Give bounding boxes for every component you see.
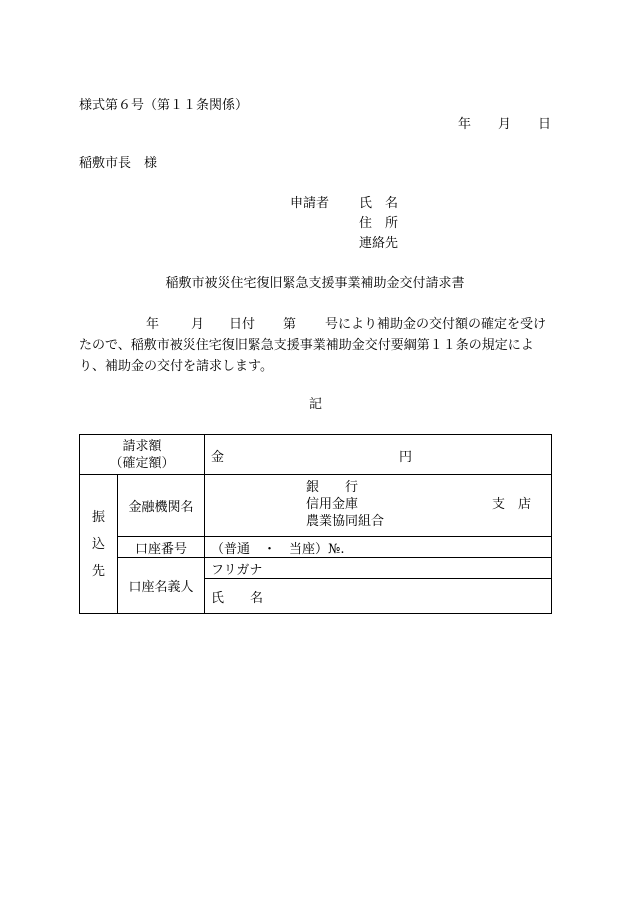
form-number: 様式第６号（第１１条関係） xyxy=(79,98,249,113)
date-month: 月 xyxy=(498,117,512,132)
body-paragraph xyxy=(79,314,551,377)
date-day: 日 xyxy=(538,117,552,132)
applicant-name: 氏 名 xyxy=(359,196,399,211)
amount-unit: 円 xyxy=(399,449,413,465)
ref-month: 月 xyxy=(191,317,205,332)
transfer-table xyxy=(79,434,552,614)
date-year: 年 xyxy=(458,117,472,132)
body-line: り、補助金の交付を請求します。 xyxy=(79,359,273,374)
applicant-label: 申請者 xyxy=(290,196,330,211)
ref-day: 日付 xyxy=(229,317,256,332)
account-type: （普通 ・ 当座）№. xyxy=(205,537,552,558)
institution-type-bank: 銀 行 xyxy=(306,479,359,495)
institution-type-nokyo: 農業協同組合 xyxy=(306,513,385,529)
furikomi-char: 込 xyxy=(91,536,105,552)
branch-label: 支 店 xyxy=(492,496,532,512)
amount-value-cell xyxy=(205,435,552,475)
body-first-line xyxy=(79,314,551,335)
addressee: 稲敷市長 様 xyxy=(79,156,158,171)
amount-sublabel: （確定額） xyxy=(109,455,175,471)
body-line: たので、稲敷市被災住宅復旧緊急支援事業補助金交付要綱第１１条の規定によ xyxy=(79,338,534,353)
furikomi-cell xyxy=(80,475,118,614)
document-title: 稲敷市被災住宅復旧緊急支援事業補助金交付請求書 xyxy=(165,276,465,291)
institution-type-shinkin: 信用金庫 xyxy=(306,496,359,512)
furigana-label: フリガナ xyxy=(205,558,552,579)
amount-row xyxy=(80,435,552,475)
ref-year: 年 xyxy=(146,317,160,332)
furikomi-char: 振 xyxy=(91,509,105,525)
applicant-contact: 連絡先 xyxy=(359,236,399,251)
amount-prefix: 金 xyxy=(211,449,225,465)
holder-name-label: 氏 名 xyxy=(205,579,552,614)
ki-label: 記 xyxy=(309,397,323,412)
applicant-address: 住 所 xyxy=(359,216,399,231)
ref-dai: 第 xyxy=(283,317,297,332)
furigana-row xyxy=(80,558,552,579)
amount-label-cell xyxy=(80,435,205,475)
account-number-row xyxy=(80,537,552,558)
institution-value-cell xyxy=(205,475,552,537)
holder-label: 口座名義人 xyxy=(118,558,205,614)
amount-label: 請求額 xyxy=(122,438,162,454)
institution-row xyxy=(80,475,552,537)
ref-text: 号により補助金の交付額の確定を受け xyxy=(325,317,547,332)
account-number-label: 口座番号 xyxy=(118,537,205,558)
institution-label: 金融機関名 xyxy=(118,475,205,537)
furikomi-char: 先 xyxy=(91,563,105,579)
